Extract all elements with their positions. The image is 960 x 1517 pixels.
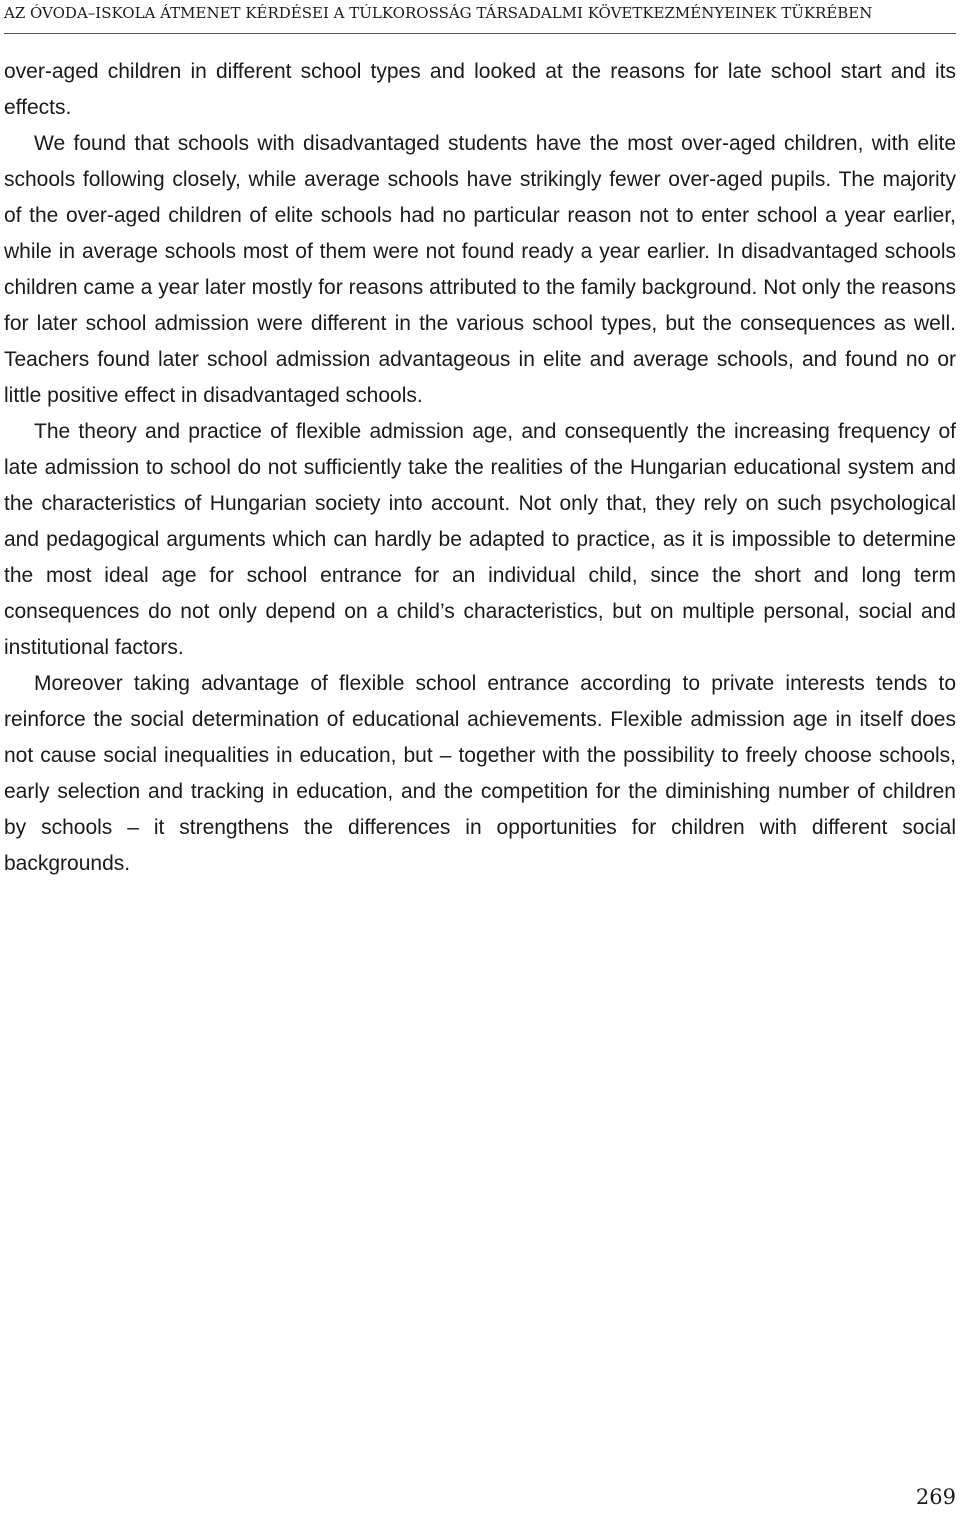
paragraph-conclusion: Moreover taking advantage of flexible school entrance according to private interests tends to reinforce the social determination of educational achievements. Flexible admission age in itself does not cause social inequalities in education, but – together with the possibility to freely choose schools, early selection and tracking in education, and the competition for the diminishing number of children by schools – it strengthens the differences in opportunities for children with different social backgrounds.: [4, 672, 956, 875]
paragraph-continued: over-aged children in different school types and looked at the reasons for late school start and its effects.: [4, 60, 956, 119]
running-header: AZ ÓVODA–ISKOLA ÁTMENET KÉRDÉSEI A TÚLKOROSSÁG TÁRSADALMI KÖVETKEZMÉNYEINEK TÜKRÉBEN: [4, 4, 873, 22]
body-text: [4, 54, 956, 882]
paragraph-findings: We found that schools with disadvantaged students have the most over-aged children, with elite schools following closely, while average schools have strikingly fewer over-aged pupils. The majority of the over-aged children of elite schools had no particular reason not to enter school a year earlier, while in average schools most of them were not found ready a year earlier. In disadvantaged schools children came a year later mostly for reasons attributed to the family background. Not only the reasons for later school admission were different in the various school types, but the consequences as well. Teachers found later school admission advantageous in elite and average schools, and found no or little positive effect in disadvantaged schools.: [4, 132, 956, 407]
header-divider: [4, 33, 956, 34]
page-number: 269: [915, 1485, 956, 1509]
paragraph-theory: The theory and practice of flexible admission age, and consequently the increasing frequency of late admission to school do not sufficiently take the realities of the Hungarian educational system and the characteristics of Hungarian society into account. Not only that, they rely on such psychological and pedagogical arguments which can hardly be adapted to practice, as it is impossible to determine the most ideal age for school entrance for an individual child, since the short and long term consequences do not only depend on a child’s characteristics, but on multiple personal, social and institutional factors.: [4, 420, 956, 659]
